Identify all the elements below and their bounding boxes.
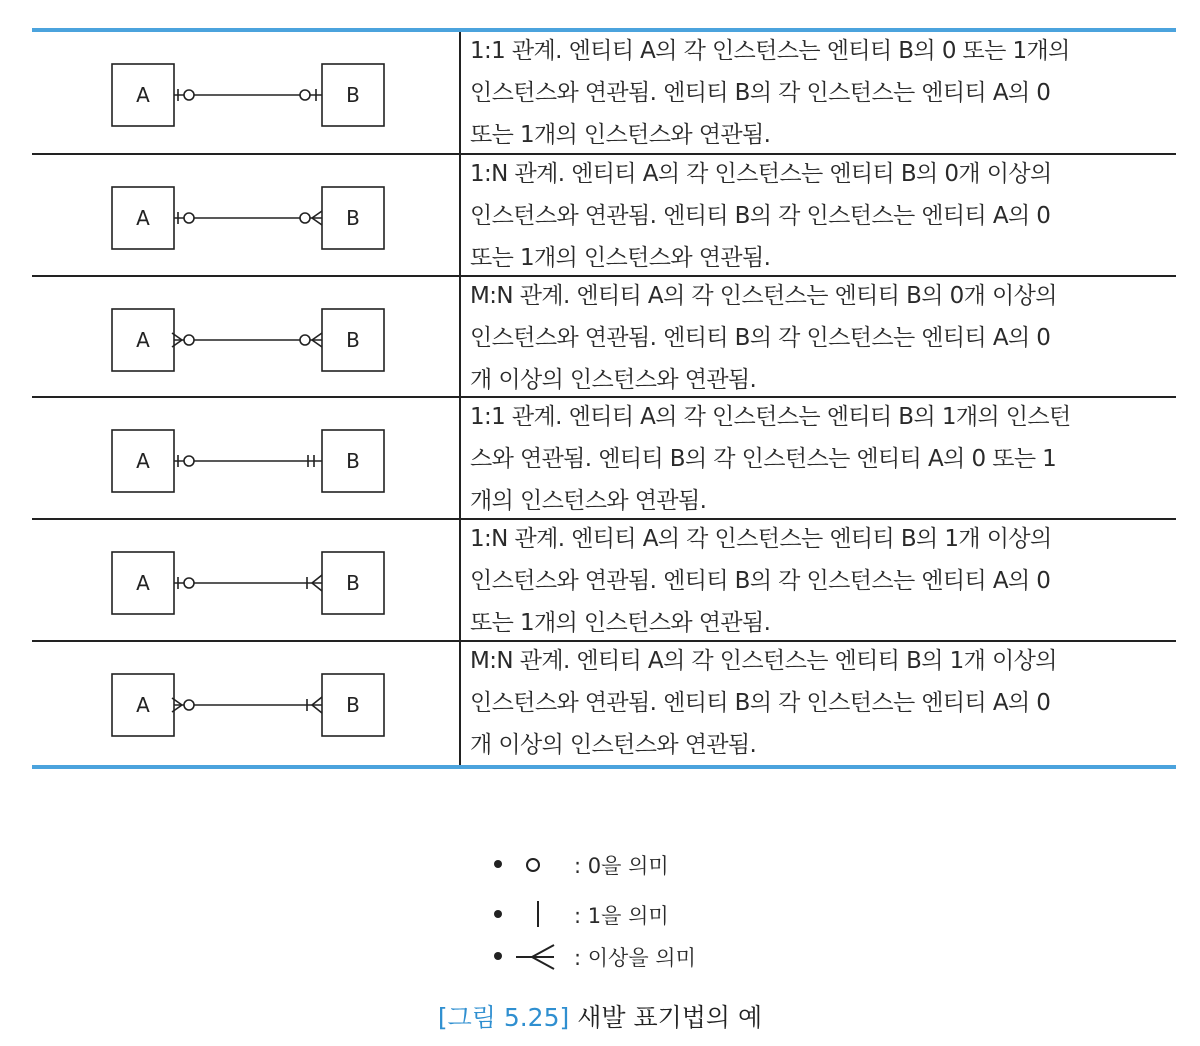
relationship-description bbox=[470, 153, 1170, 279]
legend-text-zero: : 0을 의미 bbox=[574, 854, 669, 878]
circle-icon bbox=[184, 335, 194, 345]
relationship-description bbox=[470, 640, 1170, 766]
description-line: 1:N 관계. 엔티티 A의 각 인스턴스는 엔티티 B의 0개 이상의 bbox=[470, 161, 1052, 187]
bullet-icon bbox=[494, 910, 502, 918]
entity-label-a: A bbox=[136, 449, 150, 473]
description-line: 1:1 관계. 엔티티 A의 각 인스턴스는 엔티티 B의 0 또는 1개의 bbox=[470, 38, 1070, 64]
entity-label-b: B bbox=[346, 328, 360, 352]
crowfoot-icon bbox=[312, 697, 322, 705]
crowfoot-icon bbox=[312, 211, 322, 218]
erd-diagram bbox=[32, 642, 460, 764]
legend-item-one bbox=[488, 896, 748, 932]
erd-diagram bbox=[32, 155, 460, 277]
crowfoot-icon bbox=[312, 340, 322, 347]
relationship-description bbox=[470, 396, 1170, 522]
entity-label-b: B bbox=[346, 693, 360, 717]
entity-label-a: A bbox=[136, 328, 150, 352]
description-line: 개의 인스턴스와 연관됨. bbox=[470, 488, 707, 514]
circle-icon bbox=[300, 90, 310, 100]
circle-icon bbox=[184, 700, 194, 710]
description-line: 스와 연관됨. 엔티티 B의 각 인스턴스는 엔티티 A의 0 또는 1 bbox=[470, 446, 1057, 472]
crowfoot-icon bbox=[312, 218, 322, 225]
circle-icon bbox=[300, 213, 310, 223]
crowfoot-icon bbox=[312, 333, 322, 340]
description-line: 개 이상의 인스턴스와 연관됨. bbox=[470, 367, 757, 393]
legend-text-one: : 1을 의미 bbox=[574, 904, 669, 928]
description-line: 개 이상의 인스턴스와 연관됨. bbox=[470, 732, 757, 758]
entity-label-a: A bbox=[136, 571, 150, 595]
legend-item-many bbox=[488, 938, 748, 974]
entity-label-a: A bbox=[136, 83, 150, 107]
description-line: 또는 1개의 인스턴스와 연관됨. bbox=[470, 122, 771, 148]
crowfoot-icon bbox=[312, 705, 322, 713]
bullet-icon bbox=[494, 952, 502, 960]
table-bottom-border bbox=[32, 765, 1176, 769]
legend-text-many: : 이상을 의미 bbox=[574, 946, 696, 970]
bullet-icon bbox=[494, 860, 502, 868]
erd-diagram bbox=[32, 398, 460, 520]
circle-icon bbox=[184, 90, 194, 100]
description-line: 1:N 관계. 엔티티 A의 각 인스턴스는 엔티티 B의 1개 이상의 bbox=[470, 526, 1052, 552]
crowfoot-icon bbox=[312, 575, 322, 583]
bar-icon bbox=[516, 898, 566, 930]
circle-icon bbox=[184, 213, 194, 223]
figure-title: 새발 표기법의 예 bbox=[577, 1003, 763, 1032]
relationship-description bbox=[470, 518, 1170, 644]
description-line: 1:1 관계. 엔티티 A의 각 인스턴스는 엔티티 B의 1개의 인스턴 bbox=[470, 404, 1071, 430]
entity-label-b: B bbox=[346, 83, 360, 107]
description-line: M:N 관계. 엔티티 A의 각 인스턴스는 엔티티 B의 0개 이상의 bbox=[470, 283, 1057, 309]
erd-diagram bbox=[32, 32, 460, 154]
entity-label-b: B bbox=[346, 571, 360, 595]
description-line: 인스턴스와 연관됨. 엔티티 B의 각 인스턴스는 엔티티 A의 0 bbox=[470, 690, 1051, 716]
erd-diagram bbox=[32, 277, 460, 399]
relationship-description bbox=[470, 275, 1170, 401]
circle-icon bbox=[184, 578, 194, 588]
description-line: 인스턴스와 연관됨. 엔티티 B의 각 인스턴스는 엔티티 A의 0 bbox=[470, 325, 1051, 351]
description-line: M:N 관계. 엔티티 A의 각 인스턴스는 엔티티 B의 1개 이상의 bbox=[470, 648, 1057, 674]
crowfoot-icon bbox=[514, 942, 570, 972]
circle-icon bbox=[300, 335, 310, 345]
figure-number: [그림 5.25] bbox=[437, 1003, 570, 1032]
legend-item-zero bbox=[488, 846, 748, 882]
figure-caption bbox=[0, 998, 1200, 1034]
description-line: 또는 1개의 인스턴스와 연관됨. bbox=[470, 610, 771, 636]
erd-diagram bbox=[32, 520, 460, 642]
description-line: 인스턴스와 연관됨. 엔티티 B의 각 인스턴스는 엔티티 A의 0 bbox=[470, 80, 1051, 106]
description-line: 또는 1개의 인스턴스와 연관됨. bbox=[470, 245, 771, 271]
description-line: 인스턴스와 연관됨. 엔티티 B의 각 인스턴스는 엔티티 A의 0 bbox=[470, 568, 1051, 594]
relationship-description bbox=[470, 30, 1170, 156]
entity-label-b: B bbox=[346, 449, 360, 473]
circle-icon bbox=[516, 850, 566, 880]
entity-label-a: A bbox=[136, 693, 150, 717]
crowfoot-icon bbox=[312, 583, 322, 591]
description-line: 인스턴스와 연관됨. 엔티티 B의 각 인스턴스는 엔티티 A의 0 bbox=[470, 203, 1051, 229]
entity-label-b: B bbox=[346, 206, 360, 230]
circle-icon bbox=[184, 456, 194, 466]
entity-label-a: A bbox=[136, 206, 150, 230]
